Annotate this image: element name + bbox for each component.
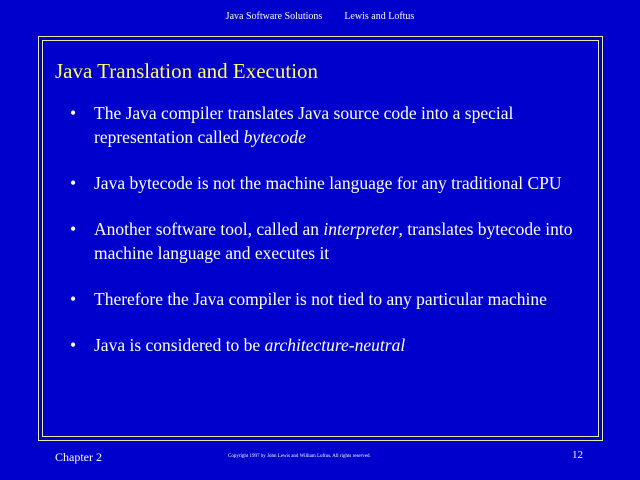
bullet-icon: • — [70, 289, 77, 309]
bullet-item: • The Java compiler translates Java source code into a special representation called bytecode — [70, 103, 514, 147]
bullet-item: • Java is considered to be architecture-neutral — [70, 335, 406, 355]
book-title: Java Software Solutions — [225, 11, 323, 22]
bullet-icon: • — [70, 219, 77, 239]
chapter-label: Chapter 2 — [55, 450, 102, 464]
bullet-item: • Java bytecode is not the machine language for any traditional CPU — [70, 173, 562, 193]
copyright-notice: Copyright 1997 by John Lewis and William Loftus. All rights reserved. — [228, 454, 371, 459]
bullet-icon: • — [70, 173, 77, 193]
bullet-item: • Another software tool, called an interpreter, translates bytecode into machine language and executes it — [70, 219, 573, 263]
slide-title: Java Translation and Execution — [55, 59, 319, 83]
bullet-item: • Therefore the Java compiler is not tied to any particular machine — [70, 289, 547, 309]
page-number: 12 — [572, 449, 583, 461]
bullet-icon: • — [70, 103, 77, 123]
book-authors: Lewis and Loftus — [344, 11, 415, 22]
bullet-list — [70, 101, 580, 379]
bullet-icon: • — [70, 335, 77, 355]
running-header — [0, 11, 640, 22]
